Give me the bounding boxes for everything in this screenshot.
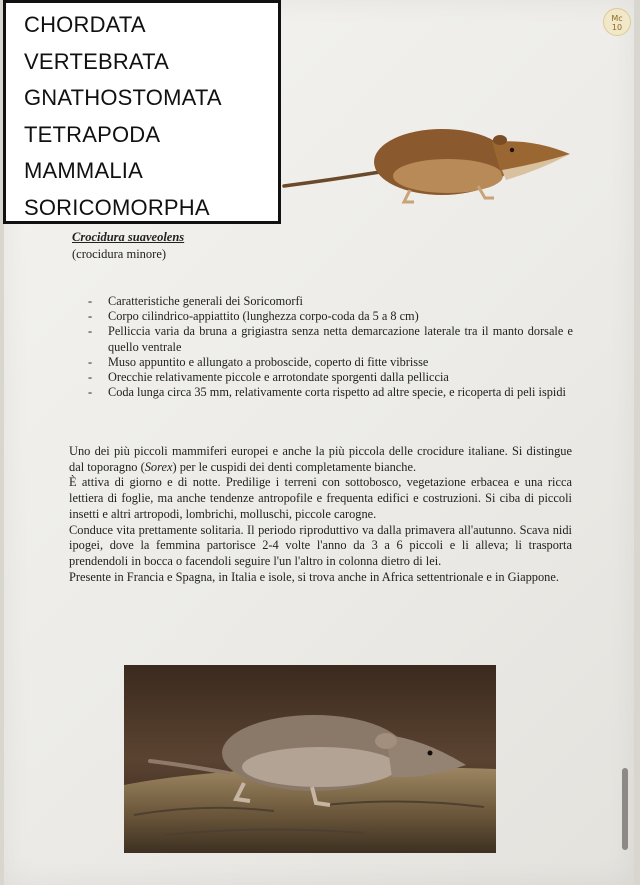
- list-item-text: Muso appuntito e allungato a proboscide, coperto di fitte vibrisse: [108, 354, 429, 369]
- description-paragraph: [69, 444, 572, 475]
- corner-stamp: [603, 8, 631, 36]
- list-item: - Muso appuntito e allungato a proboscide, coperto di fitte vibrisse: [88, 354, 429, 369]
- list-item: - Caratteristiche generali dei Soricomorfi: [88, 294, 303, 308]
- taxonomy-infraphylum: GNATHOSTOMATA: [24, 85, 222, 111]
- description: [69, 444, 572, 585]
- description-text: Uno dei più piccoli mammiferi europei e anche la più piccola delle crocidure italiane. Si distingue dal toporagno (: [69, 444, 572, 474]
- taxonomy-order: SORICOMORPHA: [24, 194, 210, 220]
- genus-name: Sorex: [144, 459, 173, 474]
- shrew-photo: [124, 665, 496, 853]
- taxonomy-phylum: CHORDATA: [24, 12, 146, 37]
- scrollbar-thumb[interactable]: [622, 768, 628, 850]
- description-paragraph: È attiva di giorno e di notte. Predilige i terreni con sottobosco, vegetazione erbacea e una ricca lettiera di foglie, ma anche tendenze antropofile e frequenta edifici e costruzioni. Si ciba di piccoli insetti e altri artropodi, lombrichi, molluschi, piccole carogne.: [69, 475, 572, 521]
- list-item: - Orecchie relativamente piccole e arrotondate sporgenti dalla pelliccia: [88, 370, 449, 385]
- taxonomy-box: [3, 0, 281, 224]
- list-item: - Pelliccia varia da bruna a grigiastra senza netta demarcazione laterale tra il manto dorsale e quello ventrale: [88, 324, 573, 354]
- list-item-text: Corpo cilindrico-appiattito (lunghezza corpo-coda da 5 a 8 cm): [108, 309, 419, 324]
- list-item-text: Pelliccia varia da bruna a grigiastra senza netta demarcazione laterale tra il manto dorsale e quello ventrale: [108, 324, 573, 354]
- stamp-line-2: 10: [611, 23, 623, 32]
- list-item-text: Coda lunga circa 35 mm, relativamente corta rispetto ad altre specie, e ricoperta di peli ispidi: [108, 385, 566, 400]
- taxonomy-subphylum: VERTEBRATA: [24, 48, 170, 74]
- species-common-name: (crocidura minore): [72, 247, 167, 261]
- list-item: - Corpo cilindrico-appiattito (lunghezza corpo-coda da 5 a 8 cm): [88, 309, 419, 324]
- shrew-illustration: [280, 110, 575, 205]
- taxonomy-class: MAMMALIA: [24, 158, 143, 184]
- taxonomy-superclass: TETRAPODA: [24, 121, 161, 147]
- description-paragraph: Conduce vita prettamente solitaria. Il periodo riproduttivo va dalla primavera all'autunno. Scava nidi ipogei, dove la femmina partorisce 2-4 volte l'anno da 3 a 6 piccoli e li alleva; li trasporta prendendoli in bocca o facendoli seguire l'un l'altro in colonna dietro di lei.: [69, 522, 572, 568]
- species-scientific-name: Crocidura suaveolens: [72, 230, 185, 244]
- description-paragraph: Presente in Francia e Spagna, in Italia e isole, si trova anche in Africa settentrionale e in Giappone.: [69, 569, 559, 584]
- list-item-text: Caratteristiche generali dei Soricomorfi: [108, 294, 303, 308]
- list-item: - Coda lunga circa 35 mm, relativamente corta rispetto ad altre specie, e ricoperta di peli ispidi: [88, 385, 566, 400]
- characteristics-list: [88, 294, 573, 400]
- description-text: ) per le cuspidi dei denti completamente bianche.: [172, 459, 417, 474]
- list-item-text: Orecchie relativamente piccole e arrotondate sporgenti dalla pelliccia: [108, 370, 449, 385]
- stamp-line-1: Mc: [611, 14, 623, 23]
